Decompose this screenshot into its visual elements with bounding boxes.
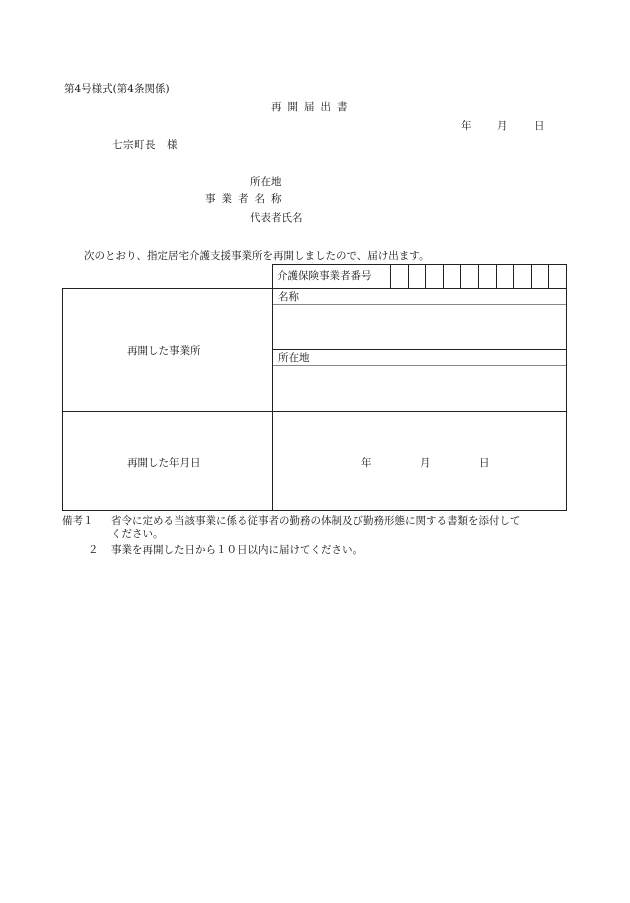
insurance-number-label: 介護保険事業者番号 — [277, 270, 372, 282]
intro-text: 次のとおり、指定居宅介護支援事業所を再開しましたので、届け出ます。 — [84, 250, 430, 262]
office-name-field[interactable] — [273, 305, 566, 349]
table-border — [272, 349, 567, 350]
remarks — [62, 515, 572, 557]
insurance-number-digit-box[interactable] — [513, 264, 531, 288]
header-date-year: 年 — [461, 120, 472, 132]
reopen-date-day: 日 — [479, 457, 490, 469]
remark-item-1-line-1: 省令に定める当該事業に係る従事者の勤務の体制及び勤務形態に関する書類を添付して — [111, 515, 521, 527]
remark-item-2-number: ２ — [88, 544, 99, 556]
office-section-label: 再開した事業所 — [127, 345, 201, 357]
addressee: 七宗町長 様 — [112, 139, 178, 151]
applicant-name-label: 事業者名称 — [205, 193, 288, 205]
applicant-address-label: 所在地 — [250, 176, 282, 188]
reopen-date-month: 月 — [420, 457, 431, 469]
form-number: 第4号様式(第4条関係) — [64, 83, 170, 95]
remark-item-1-line-2: ください。 — [111, 528, 164, 540]
insurance-number-digit-box[interactable] — [425, 264, 443, 288]
insurance-number-digit-box[interactable] — [548, 264, 566, 288]
reopen-date-year: 年 — [361, 457, 372, 469]
insurance-number-digit-box[interactable] — [390, 264, 408, 288]
remark-item-2-text: 事業を再開した日から１０日以内に届けてください。 — [111, 544, 363, 556]
table-border — [566, 264, 567, 511]
insurance-number-digit-box[interactable] — [531, 264, 549, 288]
table-border — [62, 510, 567, 511]
header-date-day: 日 — [534, 120, 545, 132]
date-section-label: 再開した年月日 — [127, 457, 201, 469]
insurance-number-digit-box[interactable] — [496, 264, 514, 288]
insurance-number-digit-box[interactable] — [443, 264, 461, 288]
office-name-label: 名称 — [278, 291, 299, 303]
applicant-representative-label: 代表者氏名 — [250, 212, 303, 224]
header-date-month: 月 — [497, 120, 508, 132]
insurance-number-digit-box[interactable] — [408, 264, 426, 288]
office-address-label: 所在地 — [278, 352, 310, 364]
insurance-number-digit-box[interactable] — [460, 264, 478, 288]
insurance-number-digit-box[interactable] — [478, 264, 496, 288]
table-border — [62, 288, 567, 289]
remarks-label: 備考１ — [62, 515, 94, 527]
office-address-field[interactable] — [273, 366, 566, 410]
table-border — [62, 411, 567, 412]
table-border — [62, 288, 63, 511]
document-title: 再開届出書 — [271, 101, 354, 113]
